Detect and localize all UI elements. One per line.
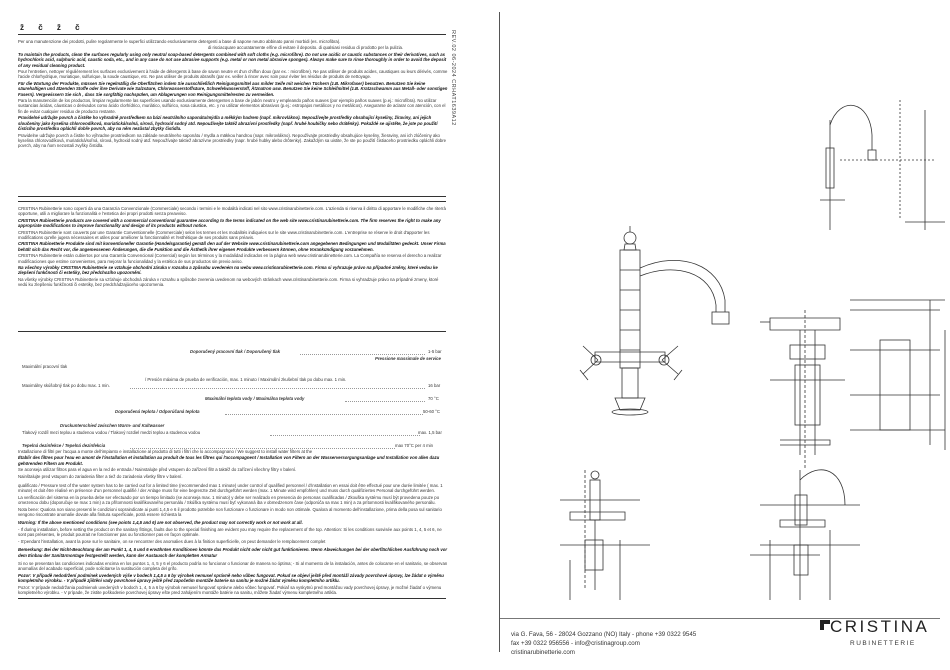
warranty-fr: CRISTINA Rubinetterie sont couverts par une Garantie Conventionnelle (Commerciale) selon les termes et les modalités indiquées sur le site www.cristinarubinetterie.com. L'entreprise se réserve le droit d'apporter les modifications qu'elle jugera nécessaires et utiles pour améliorer la fonctionnalité et l'esthétique de ses produits sans préavis. [18,229,430,241]
dot-leader [300,354,425,355]
maintenance-es: Para la manutención de los productos, limpiar regularmente las superficies usando exclusivamente detergentes a base de jabón neutro y empleando paños suaves (por ejemplo paños suaves (p.ej.: microfibra). No utilizar sustancias ácidas, cáusticas o derivados como ácido clorhídrico, muriático, sulfúrico, sosa cáustica, etc. y no utilizar elementos abrasivos (p.ej.: estropajos metálicos y no metálicos). Asegurarse de aclarar con atención, con el fin de evitar cualquier residuo de producto restante. [18,98,446,114]
spec-pressure-diff-cz: Tlakový rozdíl mezi teplou a studenou vodou / Tlakový rozdiel medzi teplou a studenou vodou [22,430,201,435]
maintenance-it-2: di risciacquare accuratamente e/fine di evitare il deposito. di qualsiasi residuo di prodotto per la pulizia. [208,45,404,51]
install-note: Si no se presentan las condiciones indicadas encima en los puntos 1, 4, 5 y 6 el producto podría no funcionar o funcionar de manera no óptima; - Si al momento de la instalación, antes de colocarse en el sanitario, se observan anomalías del acabado superficial, pode solicitarse la sustitución completa del grifo. [18,560,448,572]
dimension-lines-icon [850,300,945,450]
warranty-section [18,206,448,289]
divider [18,201,446,202]
maintenance-de: Für die Wartung der Produkte, müssen Sie regelmäßig die Oberflächen indem Sie ausschließlich Reinigungsmittel aus milder Seife mit weichen Tüchern (z.B. Mikrofaser) benutzen. Benutzen Sie keine säurehaltigen und ätzenden Stoffe oder ihre Derivate wie Salzsäure, Chlorwasserstoffsäure, Schwefelwasserstoff, Ätznatron usw. Benutzen Sie keine Schleifmittel (z.B. Kratzschwamm aus Metall- oder sonstigen Fasern). Vergewissern Sie sich , dass Sie sorgfältig nachspülen, um Ablagerungen von Reinigungsmittelresten zu vermeiden. [18,80,448,97]
spec-disinfection-value: max 70°C per 4 min [395,443,434,448]
install-note: - S'pendant l'installation, avant la pose sur le sanitaire, on se rencontrer des anomalies dues à la finition superficielle, on peut demander le remplacement complet [18,538,326,544]
install-section [18,449,448,596]
company-website[interactable]: cristinarubinetterie.com [511,649,575,656]
install-note: Warning: If the above mentioned conditions (see points 1,4,5 and 6) are not observed, the product may not correctly work or not work at all. [18,520,303,526]
company-address: via G. Fava, 56 - 28024 Gozzano (NO) Italy - phone +39 0322 9545 [511,631,697,638]
install-note: - If during installation, before setting the product on the sanitary fittings, faults due to the special finishing are evident you may require the replacement of the top. Attention: Si les conditions susvisée aux points 1, 4, 5 et 6, ne sont pas présentes, le produit pourrait ne fonctionner pas ou fonctionner pas en façon optimale. [18,526,442,538]
spec-rec-temp: Doporučená teplota / Odporúčaná teplota [115,409,200,414]
warranty-en: CRISTINA Rubinetterie products are covered with a commercial conventional guarantee according to the terms indicated on the web site www.cristinarubinetterie.com. The firm reserves the right to make any appropriate modifications to improve functionality and design of its products without notice. [18,217,441,229]
spec-test-pressure: / Presión máxima de prueba de verificación, max. 1 minuto / Maximální zkušební tlak po dobu max. 1 min. [145,377,347,382]
dot-leader [130,388,425,389]
divider [18,34,446,35]
language-symbols: ž č ž č [20,23,86,32]
spec-rec-temp-value: 50-60 °C [423,409,441,414]
cristina-logo-icon [820,620,830,630]
maintenance-cz: Pravidelné udržujte povrch a čistěte ho vyhradně prostředkem na bázi neutrálního saponátu/mýdla a měkkým hadrem (např. mikrovlákno). Nepoužívejte prostředky obsahující kyseliny, žíraviny, ani jejich sloučeniny jako kyselina chlorovodíková, muriatická/solná, sírová, hydroxid sodný atd. Nepoužívejte taktéž abrazivní prostředky (např. hrubé houbičky nebo drátěnky). Pokaždé se ujistěte, že jste po použití čisticího prostředku opláchli dobře povrch, aby na něm nezůstal zbytky čistidla. [18,115,438,132]
maintenance-fr: Pour l'entretien, nettoyer régulièrement les surfaces exclusivement à l'aide de détergents à base de savon neutre et d'un chiffon doux (par ex. : microfibre). Ne pas utiliser de produits acides, caustiques ou leurs dérivés, comme l'acide chlorhydrique, muriatique, sulfurique, la soude caustique, etc. Ne pas utiliser de produits abrasifs (par ex. veiller à rincer avec soin pour éviter les résidus de produits de nettoyage. [18,69,448,80]
spec-pressure-diff-value: max. 1,5 bar [418,430,442,435]
brand-logo-wordmark: CRISTINA [830,617,930,636]
spec-max-temp: Maximální teplota vody / Maximálna teplota vody [205,396,305,401]
maintenance-it: Per una manutenzione dei prodotti, pulire regolarmente le superfici utilizzando esclusivamente detergenti a base di sapone neutro abbinato panni morbidi (es. microfibra). [18,39,341,44]
install-note: Pozor: V prípade nedodržania podmienok uvedených v bodoch 1, 4, 5 a 6 by výrobok nemusel fungovať správne alebo vôbec fungovať. Pokiaľ sa vyskytnú pred montážou vady povrchovej úpravy, je možné žiadať o výmenu kompletného výrobku. - V prípade, že zistite poškodenie povrchovej úpravy ešte pred zahájením montáže batérie na sanitu, môžete žiadať výmenu kompletného artikla. [18,584,442,595]
warranty-cz: Na všechny výrobky CRISTINA Rubinetterie se vztahuje obchodní záruka v rozsahu a způsobu uvedeném na webu www.cristinarubinetterie.com. Firma si vyhrazuje právo na případné změny, které vedou ke zlepšení funkčnosti či estetiky, bez předchozího upozornění. [18,265,438,276]
spec-disinfection: Tepelná dezinfekce / Tepelná dezinfekcia [22,443,106,448]
spec-test-pressure-cz: Maximálny skúšobný tlak po dobu max. 1 min. [22,383,110,388]
faucet-detail-view-icon [560,470,650,600]
spec-pressure-diff: Druckunterschied zwischen Warm- und Kaltwasser [60,423,165,428]
install-note: Nota bene: Qualora non siano presenti le condizioni sopraindicate ai punti 1,4,5 e 6 il prodotto potrebbe non funzionare o funzionare in modo non ottimale. Qualora al momento dell'installazione, prima della posa sul sanitario vengono riscontrate anomalie dovute alla finitura superficiale, potrà essere richiesta la [18,506,442,518]
spec-max-pressure-en: Pressione massimale de service [375,356,441,361]
divider [18,196,446,197]
install-note: Installazione di filtri per l'acqua a monte dell'impianto e installazione al prodotto di tutti i filtri che lo accompagnano / We suggest to install water filters at the [18,449,313,454]
install-note: Établir des filtres pour l'eau en amont de l'installation et installation au produit de tous les filtres qui l'accompagnent / Installation von Filtern an der Wasserversorgungsanlage und Installation von allen dazu gehörenden Filtern am Produkt. [18,455,440,466]
warranty-es: CRISTINA Rubinetterie están cubiertos por una Garantía Convencional (Comercial) según los términos y la modalidad indicados en la página web www.cristinarubinetterie.com. La Compañía se reserva el derecho a realizar modificaciones que estime convenientes, para mejorar la funcionalidad y la estética de sus productos sin previo aviso. [18,253,442,264]
warranty-de: CRISTINA Rubinetterie Produkte sind mit konventioneller Garantie (Handelsgarantie) gemäß den auf der Website www.cristinarubinetterie.com angegebenen Bedingungen und Modalitäten gedeckt. Unser Firma behält sich das Recht vor, die angemessenen Änderungen, die die Funktion und die Ästhetik ihrer eigenen Produkte verbessern können, ohne Vorankündigung vorzunehmen. [18,241,446,252]
dot-leader [345,401,425,402]
install-note: La verificación del sistema en la prueba debe ser efectuado por un tiempo limitado (se aconseja max. 1 minuto) y debe ser realizado en presencia de personas cualificadas / Zkouška systému musí být provedena pouze po omezenou dobu (doporučuje se max 1 min) a za přítomnosti kvalifikovaného personálu / Skúška systému musí byť vykonaná iba v obmedzenom čase (odporúča sa max 1 min) a za prítomnosti kvalifikovaného personálu. [18,494,440,506]
install-note: Bemerkung: Bei der Nicht-Beachtung der am Punkt 1, 4, 5 und 6 erwähnten Konditionen könnte das Produkt nicht oder nicht gut funktionieren. Wenn Abweichungen bei der oberflächlichen Ausführung noch vor dem Einbau der Sanitärmontage festgestellt werden, kann der Austausch der kompletten Armatur [18,547,448,558]
install-note: Pozor: V případě nedodržení podmínek uvedených výše v bodech 1,4,5 a 6 by výrobek nemusel správně nebo vůbec fungovat. Pokud se objeví ještě před montáží závady povrchové úpravy, lze žádat o výměnu kompletního výrobku. - V případě zjištění vady povrchové úpravy ještě před započetím montáže baterie na sanitu je možné žádat výměnu kompletního artiklu. [18,572,444,584]
brand-logo-subtitle: RUBINETTERIE [850,640,916,647]
spec-max-pressure-value: 1-5 bar [428,349,442,354]
company-address-block [511,630,696,657]
install-note: qualificato / Pressure test of the water system has to be carried out for a limited time (recommended max 1 minute) under control of qualified personnel / d'installation en essai doit être effectué pour une durée limitée ( max. 1 minute) et doit être réalisé en présence d'un personnel qualifié / der Anlage muss für eine begrenzte Zeit durchgeführt werden (max. 1 Minute wird empfohlen) und muss durch qualifiziertes Personal durchgeführt werden. [18,483,443,494]
divider [18,331,446,332]
faucet-main-view-icon [580,226,729,415]
warranty-it: CRISTINA Rubinetterie sono coperti da una Garanzia Convenzionale (Commerciale) secondo i termini e le modalità indicati nel sito www.cristinarubinetterie.com. L'azienda si riserva il diritto di apportare le modifiche che riterrà opportune, utili a migliorare la funzionalità e l'estetica dei propri prodotti senza preavviso. [18,206,446,217]
faucet-technical-drawings [500,0,950,615]
install-note: Se aconseja utilizar filtros para el agua en la red de entrada / Nainstalujte před vstupem do zařízení filtr a taktéž do zařízení všechny filtry v balení. [18,467,297,473]
spec-max-temp-value: 70 °C [428,396,439,401]
dot-leader [270,435,420,436]
faucet-assembly-view-icon [760,310,845,470]
dot-leader [225,414,423,415]
spec-max-pressure: Doporučený pracovní tlak / Doporučený tlak [190,349,281,354]
maintenance-en: To maintain the products, clean the surfaces regularly using only neutral soap-based detergents combined with soft cloths (e.g. microfibre). Do not use acidic or caustic substances or their derivatives, such as hydrochloric acid, sulphuric acid, caustic soda, etc., and in any case do not use abrasive supports (e.g. metal or non metal abrasive sponges). Always make sure to rinse thoroughly in order to avoid the deposit of any residual cleaning product. [18,51,447,68]
spec-test-pressure-value: 16 bar [428,383,441,388]
revision-code: REV.02 06-2024 CRHAT1639A12 [450,30,456,126]
faucet-rear-view-icon [750,470,860,600]
spec-max-pressure-label: Maximální pracovní tlak [22,364,68,369]
maintenance-sk: Pravidelne udržujte povrch a čistite ho výhradne prostriedkom na základe neutrálneho saponátu / mydla a mäkkou handrou (napr. mikrovlákno). Nepoužívajte prostriedky obsahujúce kyseliny, žieraviny, ani ich zlúčeniny ako kyselina chlorovodíková, muriatická/soľná, sírová, hydroxid sodný atď. Nepoužívajte taktiež abrazívne prostriedky (napr. hrubé hubky alebo drôtenky). Zakaždým sa uistite, že ste po použití čistiaceho prostriedku opláchli dobre povrch, aby na ňom nezostali zvyšky čistidla. [18,132,447,149]
warranty-sk: Na všetky výrobky CRISTINA Rubinetterie sa vzťahuje obchodná záruka v rozsahu a spôsobe zverenia uvedenom na webových stránkach www.cristinarubinetterie.com. Firma si vyhradzuje právo na prípadné zmeny, ktoré vedú ku zlepšeniu funkčnosti či estetiky, bez predchádzajúceho upozornenia. [18,276,439,288]
divider [18,598,446,599]
install-note: Nainštalujte pred vstupom do zariadenia filter a tiež do zariadenia všetky filtre v balení. [18,473,183,479]
faucet-side-view-icon [820,100,945,230]
maintenance-section [18,39,448,150]
company-contact: fax +39 0322 956556 - info@cristinagroup.com [511,640,640,647]
